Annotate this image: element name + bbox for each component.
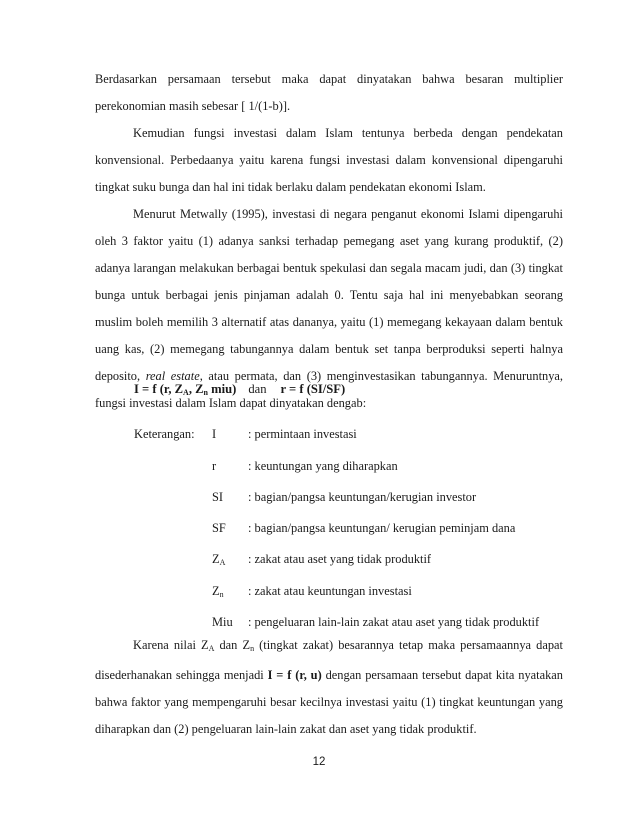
investment-formula — [134, 382, 345, 397]
keterangan-symbol — [212, 584, 224, 599]
paragraph-fungsi-investasi — [95, 120, 563, 201]
page-number: 12 — [312, 756, 326, 768]
subscript: n — [250, 644, 255, 653]
keterangan-description: : bagian/pangsa keuntungan/kerugian investor — [248, 490, 477, 504]
italic-term: real estate — [145, 369, 200, 383]
symbol-subscript: A — [219, 558, 226, 567]
symbol-text: r — [212, 459, 217, 473]
paragraph-text: (tingkat zakat) besarannya tetap maka persamaannya dapat disederhanakan sehingga menjadi — [95, 638, 563, 682]
symbol-text: I — [212, 427, 217, 441]
bold-formula: I = f (r, u) — [267, 668, 322, 682]
formula-part: miu) — [207, 382, 237, 396]
formula-connector: dan — [248, 382, 267, 396]
paragraph-text: Karena nilai Z — [133, 638, 209, 652]
symbol-text: Z — [212, 552, 220, 566]
paragraph-text: Menurut Metwally (1995), investasi di negara penganut ekonomi Islami dipengaruhi oleh 3 faktor yaitu (1) adanya sanksi terhadap pemegang aset yang kurang produktif, (2) adanya larangan melakukan berbagai bentuk spekulasi dan segala macam judi, dan (3) tingkat bunga untuk berbagai jenis pinjaman adalah 0. Tentu saja hal ini menyebabkan seorang muslim boleh memilih 3 alternatif atas dananya, yaitu (1) memegang kekayaan dalam bentuk uang kas, (2) memegang tabungannya dalam bentuk set tanpa berproduksi seperti halnya deposito, — [95, 207, 563, 383]
keterangan-symbol — [212, 615, 233, 630]
paragraph-text: dengan persamaan tersebut dapat kita nyatakan bahwa faktor yang mempengaruhi besar kecilnya investasi yaitu (1) tingkat keuntungan yang diharapkan dan (2) pengeluaran lain-lain zakat dan aset yang tidak produktif. — [95, 668, 564, 736]
keterangan-description: : pengeluaran lain-lain zakat atau aset yang tidak produktif — [248, 615, 540, 629]
keterangan-description: : zakat atau aset yang tidak produktif — [248, 552, 432, 566]
paragraph-text: Berdasarkan persamaan tersebut maka dapat dinyatakan bahwa besaran multiplier perekonomian masih sebesar [ 1/(1-b)]. — [95, 72, 563, 113]
subscript: A — [208, 644, 215, 653]
symbol-text: Miu — [212, 615, 233, 629]
formula-subscript: n — [203, 388, 208, 397]
keterangan-symbol — [212, 459, 216, 474]
keterangan-description: : bagian/pangsa keuntungan/ kerugian peminjam dana — [248, 521, 516, 535]
keterangan-symbol — [212, 427, 216, 442]
keterangan-symbol — [212, 521, 226, 536]
paragraph-text: Kemudian fungsi investasi dalam Islam tentunya berbeda dengan pendekatan konvensional. Perbedaanya yaitu karena fungsi investasi dalam konvensional dipengaruhi tingkat suku bunga dan hal ini tidak berlaku dalam pendekatan ekonomi Islam. — [95, 126, 563, 194]
paragraph-text: dan Z — [214, 638, 251, 652]
symbol-text: SI — [212, 490, 224, 504]
keterangan-description: : zakat atau keuntungan investasi — [248, 584, 412, 598]
paragraph-multiplier — [95, 66, 563, 120]
keterangan-label: Keterangan: — [134, 427, 195, 441]
symbol-subscript: n — [219, 590, 224, 599]
paragraph-zakat — [95, 632, 563, 743]
formula-subscript: A — [183, 388, 189, 397]
formula-part: , Z — [188, 382, 204, 396]
paragraph-text: , atau permata, dan (3) menginvestasikan tabungannya. Menuruntnya, fungsi investasi dalam Islam dapat dinyatakan dengab: — [95, 369, 563, 410]
keterangan-description: : keuntungan yang diharapkan — [248, 459, 398, 473]
symbol-text: Z — [212, 584, 220, 598]
formula-part: I = f (r, Z — [134, 382, 184, 396]
keterangan-symbol — [212, 552, 225, 567]
keterangan-description: : permintaan investasi — [248, 427, 357, 441]
symbol-text: SF — [212, 521, 226, 535]
formula-second: r = f (SI/SF) — [280, 382, 346, 396]
keterangan-symbol — [212, 490, 223, 505]
